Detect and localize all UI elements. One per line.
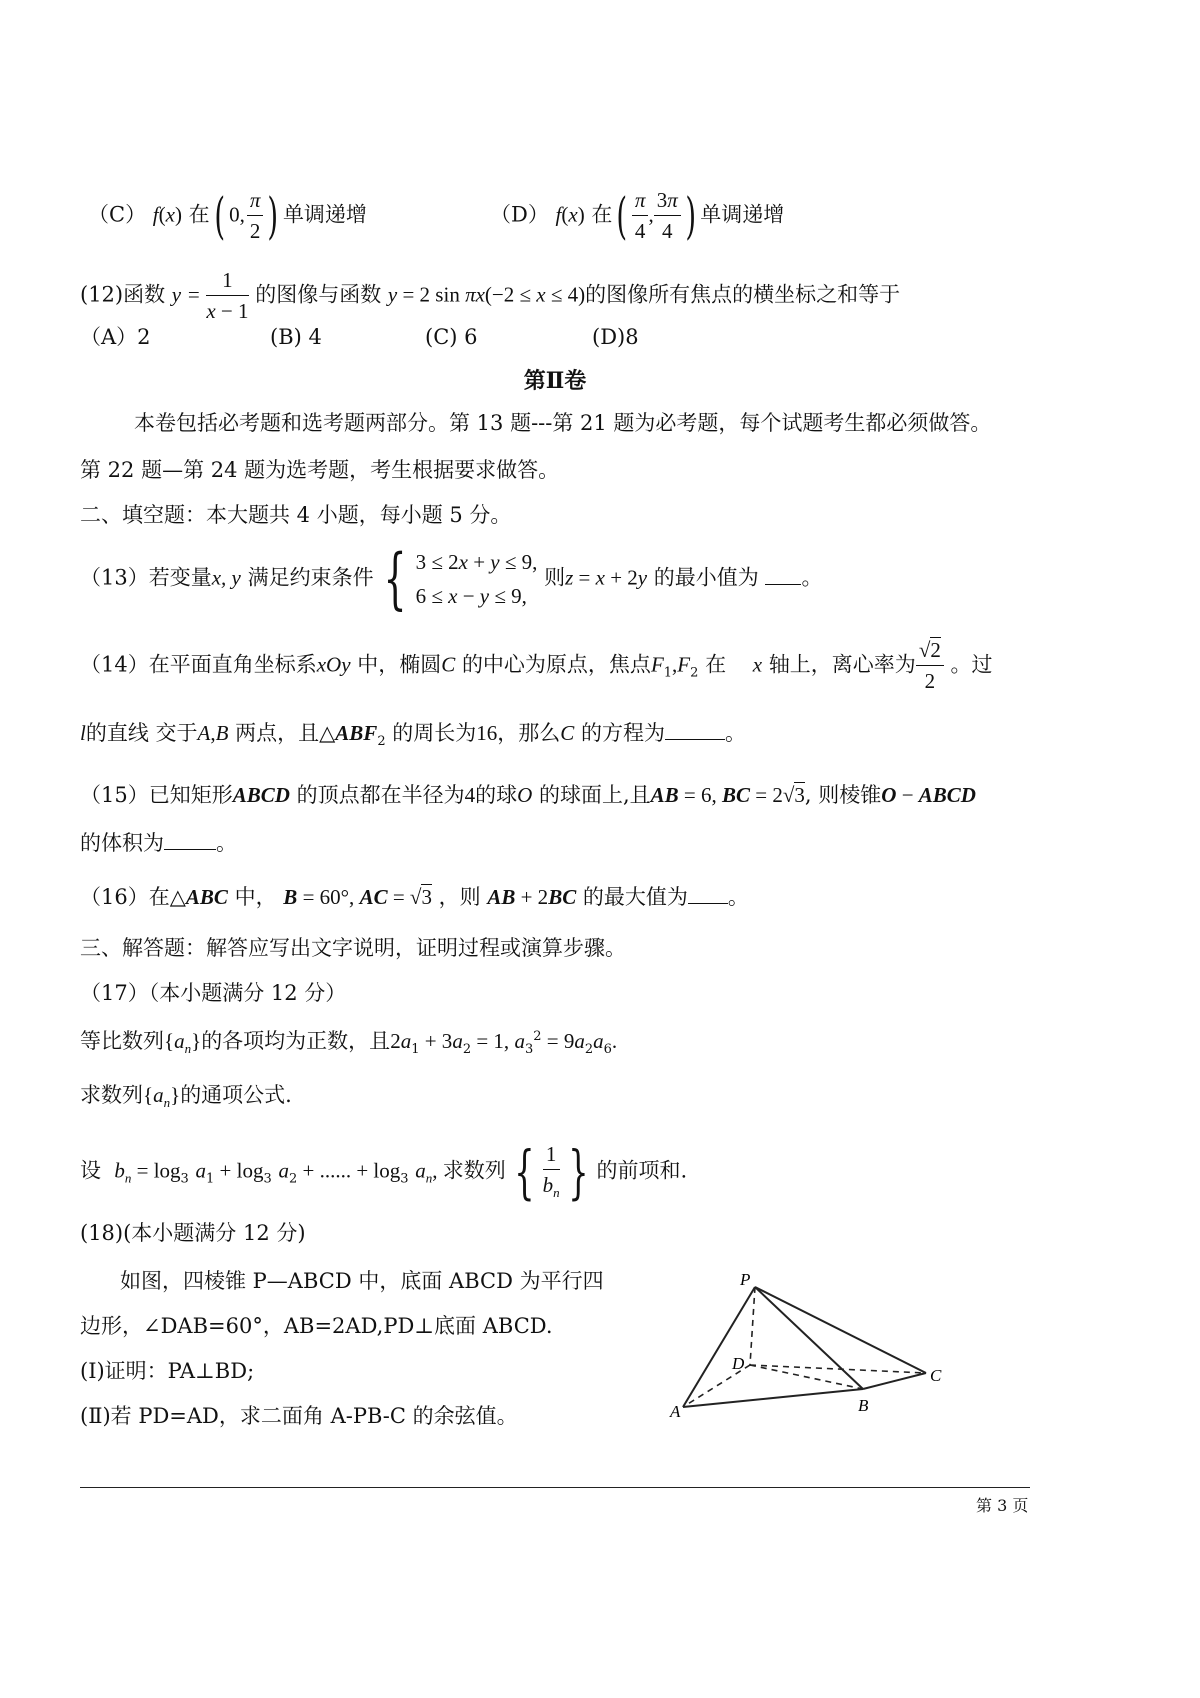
q11-option-c: （C） f(x) 在( 0, $\frac{\pi}{2}$ ) 单调递增 [88,187,367,245]
q12-option-c: (C) 6 [425,325,478,349]
q18-line1: 如图，四棱锥 P—ABCD 中，底面 ABCD 为平行四 [120,1269,604,1293]
q15-line2: 的体积为 。 [80,831,237,855]
q11-option-d: （D） f(x) 在( $\frac{\pi}{4}$ , $\frac{3\pi}{4}$ ) 单调递增 [490,187,785,245]
q15-line1: （15）已知矩形ABCD 的顶点都在半径为4的球O 的球面上,且AB = 6, BC = 2√3, 则棱锥O − ABCD [80,783,976,807]
label-b: B [858,1396,869,1415]
q16: （16）在△ABC 中， B = 60°, AC = √3 ，则 AB + 2BC 的最大值为 。 [80,885,749,909]
q12-stem: (12)函数 y = $\frac{1}{x - 1}$ 的图像与函数 y = 2 sin πx(−2 ≤ x ≤ 4)的图像所有焦点的横坐标之和等于 [80,268,901,323]
q12-option-d: (D)8 [592,325,639,349]
section-intro-2: 第 22 题—第 24 题为选考题，考生根据要求做答。 [80,458,560,482]
q17-line2: 求数列$\{a_n\}$的通项公式. [80,1083,292,1111]
q17-line1: 等比数列$\{a_n\}$的各项均为正数，且$2a_1 + 3a_2 = 1$, $a_3^2 = 9a_2a_6$. [80,1029,618,1058]
q17-line3: 设 $b_n = \log_3 a_1 + \log_3 a_2$ + ...... + $\log_3 a_n$, 求数列 { $\frac{1}{b_n}$ } 的前项和. [80,1138,688,1206]
label-c: C [930,1366,942,1385]
q14-line2: l的直线 交于A,B 两点，且$\triangle ABF_2$ 的周长为16，那么C 的方程为 。 [80,721,746,750]
q18-title: (18)(本小题满分 12 分) [80,1221,306,1245]
q18-part1: (Ⅰ)证明：PA⊥BD; [80,1359,255,1383]
q18-part2: (Ⅱ)若 PD=AD，求二面角 A-PB-C 的余弦值。 [80,1404,518,1428]
q18-line2: 边形，∠DAB=60°，AB=2AD,PD⊥底面 ABCD. [80,1314,553,1338]
q14-line1: （14）在平面直角坐标系xOy 中，椭圆C 的中心为原点，焦点$F_1,F_2$ 在 x 轴上，离心率为 $\frac{√2}{2}$ 。过 [80,638,993,693]
section3-header: 三、解答题：解答应写出文字说明，证明过程或演算步骤。 [80,936,626,960]
q13: （13）若变量x, y 满足约束条件 { 3 ≤ 2x + y ≤ 9, 6 ≤ x − y ≤ 9, 则z = x + 2y 的最小值为 。 [80,540,823,617]
fill-header: 二、填空题：本大题共 4 小题，每小题 5 分。 [80,503,512,527]
section-title: 第Ⅱ卷 [523,368,587,394]
q12-option-b: (B) 4 [270,325,322,349]
footer-rule [80,1487,1030,1488]
section-intro-1: 本卷包括必考题和选考题两部分。第 13 题---第 21 题为必考题，每个试题考生都必须做答。 [134,411,992,435]
label-a: A [670,1402,681,1421]
pyramid-figure [668,1265,958,1445]
label-p: P [740,1270,751,1289]
q12-option-a: （A）2 [80,325,151,349]
label-d: D [732,1354,745,1373]
q17-title: （17）（本小题满分 12 分） [80,981,347,1005]
page-number: 第 3 页 [976,1496,1029,1515]
